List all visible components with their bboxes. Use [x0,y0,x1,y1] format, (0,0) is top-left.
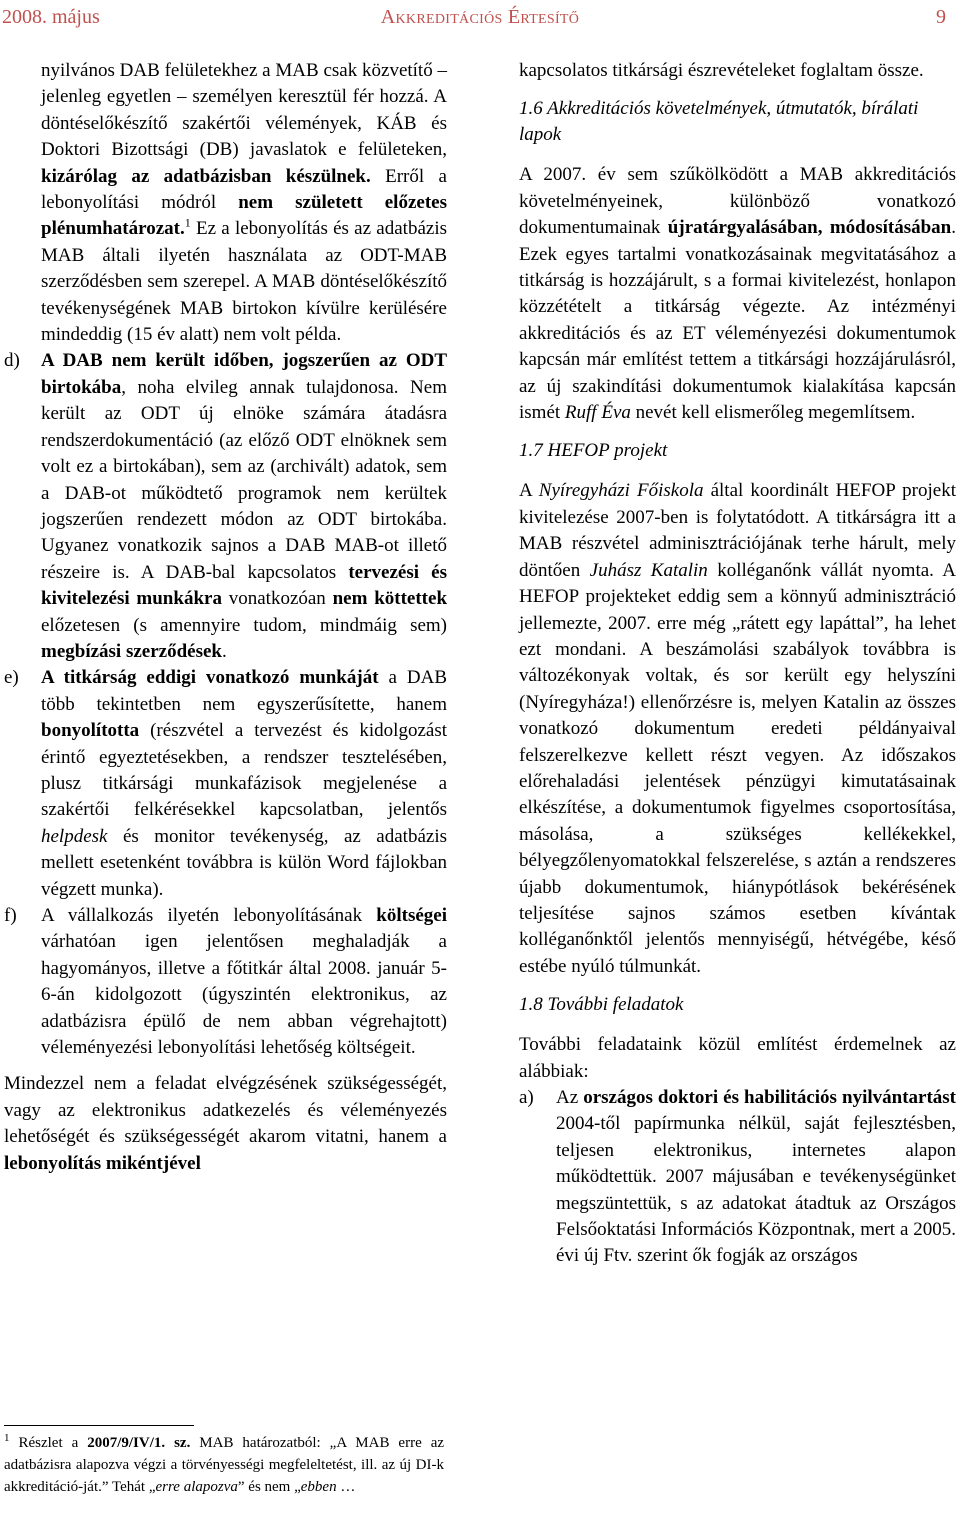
list-item-e: e) A titkárság eddigi vonatkozó munkáját a DAB több tekintetben nem egyszerűsítette, hanem bonyolította (részvétel a tervezést és kidolgozást érintő egyeztetésekben, a rendszer tesztelésében, plusz titkársági munkafázisok megjelenése a szakértői felkérésekkel kapcsolatban, jelentős helpdesk és monitor tevékenység, az adatbázis mellett esetenként továbbra is külön Word fájlokban végzett munka). [4,667,447,900]
paragraph-1-8: További feladataink közül említést érdemelnek az alábbiak: [519,1034,956,1082]
header-page-number: 9 [936,6,946,28]
list-item-f: f) A vállalkozás ilyetén lebonyolításának költségei várhatóan igen jelentősen meghaladják a hagyományos, illetve a főtitkár által 2008. január 5-6-án kidolgozott (úgyszintén elektronikus, az adatbázisra épülő de nem abban végrehajtott) véleményezési lebonyolítási lehetőség költségeit. [4,905,447,1059]
left-column [4,58,447,1177]
list-item-d: d) A DAB nem került időben, jogszerűen az ODT birtokába, noha elvileg annak tulajdonosa. Nem került az ODT új elnöke számára átadásra rendszerdokumentáció (az előző ODT elnöknek sem volt ez a birtokában), sem az (archivált) adatok, sem a DAB-ot működtető programok nem kerültek jogszerűen rendezett módon az ODT birtokába. Ugyanez vonatkozik sajnos a DAB MAB-ot illető részeire is. A DAB-bal kapcsolatos tervezési és kivitelezési munkákra vonatkozóan nem köttettek előzetesen (s amennyire tudom, mindmáig sem) megbízási szerződések. [4,350,448,662]
paragraph-continuation-right: kapcsolatos titkársági észrevételeket foglaltam össze. [519,60,924,81]
right-column [519,58,956,1270]
list-label: d) [4,350,20,372]
paragraph-continuation: nyilvános DAB felületekhez a MAB csak közvetítő – jelenleg egyetlen – személyen keresztül fér hozzá. A döntéselőkészítő szakértői vélemények, KÁB és Doktori Bizottsági (DB) javaslatok e felületeken, kizárólag az adatbázisban készülnek. Erről a lebonyolítási módról nem született előzetes plénumhatározat.$^1$ Ez a lebonyolítás és az adatbázis MAB általi ilyetén használata az ODT-MAB szerződésben sem szerepel. A MAB döntéselőkészítő tevékenységének MAB birtokon kívülre kerülésére mindeddig (15 év alatt) nem volt példa. [41,60,447,346]
section-heading-1-7: 1.7 HEFOP projekt [519,440,668,462]
paragraph-1-7: A Nyíregyházi Főiskola által koordinált HEFOP projekt kivitelezése 2007-ben is folytatódott. A titkárságra itt a MAB részvétel adminisztrációjának terhe hárult, mely döntően Juhász Katalin kolléganőnk vállát nyomta. A HEFOP projekteket eddig sem a könnyű adminisztráció jellemezte, 2007. erre még „rátett egy lapáttal”, ha lehet ezt mondani. A beszámolási szabályok továbbra is változékonyak voltak, és sor került egy helyszíni (Nyíregyháza!) ellenőrzésre is, melyen Katalin az összes vonatkozó dokumentum eredeti példányaival felszerelkezve kellett részt vegyen. Az időszakos előrehaladási jelentések pénzügyi kimutatásainak elkészítése, a dokumentumok figyelmes csoportosítása, másolása, a szükséges kellékekkel, bélyegzőlenyomatokkal felszerelése, s aztán a rendszeres újabb dokumentumok, hiánypótlások bekérésének teljesítése sajnos számos esetben kívántak kolléganőnktől jelentős mennyiségű, hétvégébe, késő estébe nyúló túlmunkát. [519,480,957,977]
list-label: a) [519,1087,534,1108]
section-heading-1-8: 1.8 További feladatok [519,994,684,1016]
list-label: e) [4,667,19,689]
paragraph-conclusion: Mindezzel nem a feladat elvégzésének szükségességét, vagy az elektronikus adatkezelés és véleményezés lehetőségét és szükségességét akarom vitatni, hanem a lebonyolítás mikéntjével [4,1073,447,1174]
list-item-a: a) Az országos doktori és habilitációs nyilvántartást 2004-től papírmunka nélkül, saját fejlesztésben, teljesen elektronikus, internetes alapon működtettük. 2007 májusában e tevékenységünket megszüntettük, s az adatokat átadtuk az Országos Felsőoktatási Információs Központnak, mert a 2005. évi új Ftv. szerint ők fogják az országos [519,1087,957,1267]
footnote-ref: 1 [184,216,191,231]
list-label: f) [4,905,17,926]
header-journal-title: Akkreditációs Értesítő [380,6,580,28]
footnote-divider [4,1425,194,1426]
header-date: 2008. május [2,6,100,28]
footnote: $^1$ Részlet a 2007/9/IV/1. sz. MAB határozatból: „A MAB erre az adatbázisra alapozva végzi a törvényességi megfeleltetést, ill. az új DI-k akkreditáció-ját.” Tehát „erre alapozva” és nem „ebben … [4,1432,445,1495]
paragraph-1-6: A 2007. év sem szűkölködött a MAB akkreditációs követelményeinek, különböző vonatkozó dokumentumainak újratárgyalásában, módosításában. Ezek egyes tartalmi vonatkozásainak megvitatásához a titkárság is hozzájárult, s a formai kivitelezést, honlapon közzétételt a titkárság végezte. Az intézményi akkreditációs és az ET véleményezési dokumentumok kapcsán már említést tettem a titkársági hozzájárulásról, az új szakindítási dokumentumok kialakítása kapcsán ismét Ruff Éva nevét kell elismerőleg megemlítsem. [519,164,956,424]
page-header [0,0,960,38]
section-heading-1-6: 1.6 Akkreditációs követelmények, útmutatók, bírálati lapok [519,98,919,146]
